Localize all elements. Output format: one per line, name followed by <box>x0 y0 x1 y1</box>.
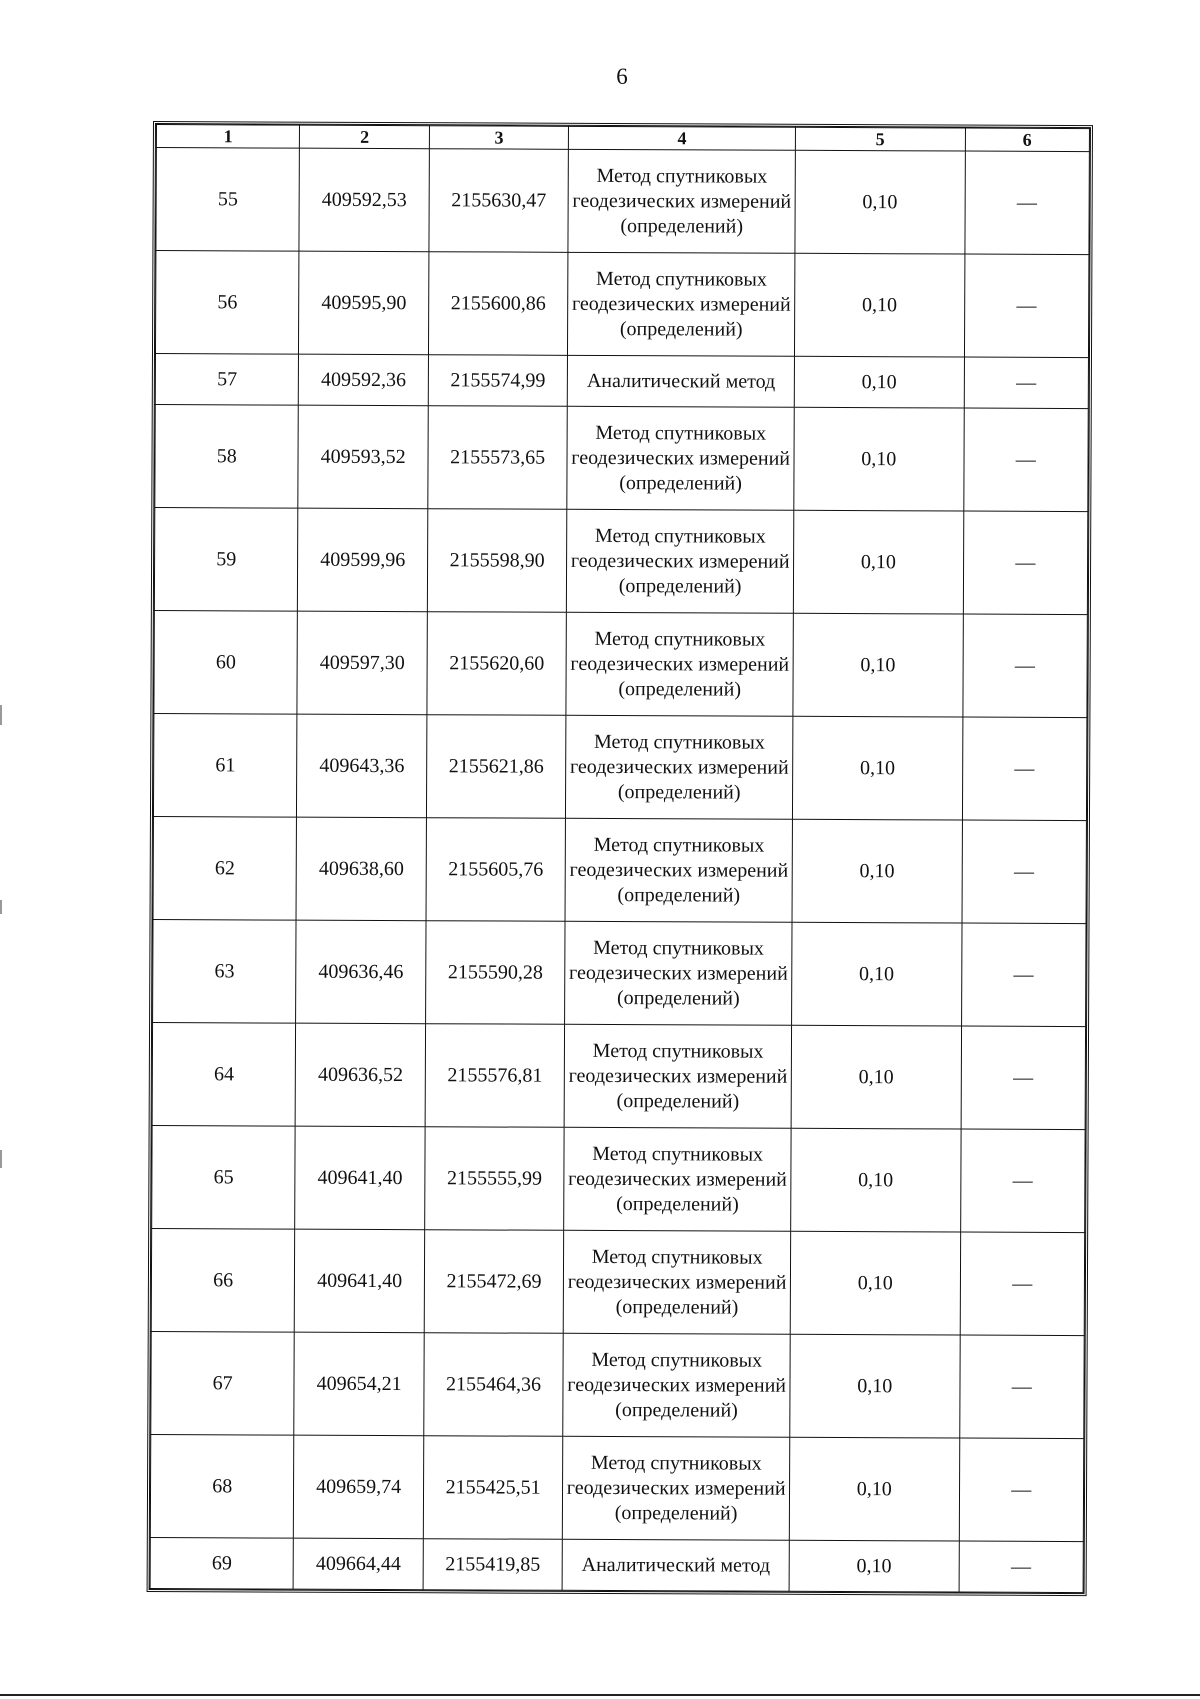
note-cell <box>964 357 1089 409</box>
table-row <box>155 251 1088 358</box>
scan-artifact <box>0 900 2 914</box>
accuracy-cell: 0,10 <box>789 1540 959 1592</box>
method-cell: Метод спутниковых геодезических измерений (определений) <box>566 715 793 819</box>
note-cell <box>964 151 1089 255</box>
table-row <box>154 508 1087 615</box>
accuracy-cell: 0,10 <box>790 1334 960 1438</box>
table-row <box>155 354 1088 409</box>
method-cell: Метод спутниковых геодезических измерений (определений) <box>566 612 793 716</box>
column-header-4: 4 <box>569 126 796 150</box>
dash-mark: — <box>1013 963 1034 986</box>
accuracy-cell: 0,10 <box>794 407 964 511</box>
note-cell <box>960 1232 1085 1336</box>
method-cell: Метод спутниковых геодезических измерений (определений) <box>567 406 794 510</box>
method-cell: Метод спутниковых геодезических измерений (определений) <box>564 1024 791 1128</box>
point-number-cell: 69 <box>150 1538 294 1590</box>
coordinate-y-cell: 2155600,86 <box>428 252 568 356</box>
coordinate-x-cell: 409643,36 <box>297 714 427 818</box>
coordinate-y-cell: 2155555,99 <box>425 1127 565 1231</box>
dash-mark: — <box>1012 1169 1033 1192</box>
coordinate-x-cell: 409595,90 <box>299 251 429 355</box>
coordinate-x-cell: 409654,21 <box>294 1332 424 1436</box>
coordinate-y-cell: 2155472,69 <box>424 1230 564 1334</box>
coordinate-y-cell: 2155621,86 <box>426 715 566 819</box>
coordinate-x-cell: 409638,60 <box>296 817 426 921</box>
coordinate-y-cell: 2155419,85 <box>423 1539 563 1591</box>
dash-mark: — <box>1016 371 1037 394</box>
coordinate-y-cell: 2155605,76 <box>426 818 566 922</box>
method-cell: Аналитический метод <box>568 355 795 407</box>
method-cell: Метод спутниковых геодезических измерений (определений) <box>565 818 792 922</box>
table-row <box>150 1538 1083 1593</box>
point-number-cell: 56 <box>155 251 299 355</box>
dash-mark: — <box>1012 1272 1033 1295</box>
note-cell <box>962 717 1087 821</box>
dash-mark: — <box>1011 1478 1032 1501</box>
table-row <box>151 1229 1084 1336</box>
coordinates-table <box>150 124 1090 1593</box>
scan-artifact <box>0 705 2 725</box>
table-row <box>151 1332 1084 1439</box>
dash-mark: — <box>1016 191 1037 214</box>
coordinate-y-cell: 2155574,99 <box>428 355 568 407</box>
table-row <box>153 817 1086 924</box>
note-cell <box>962 820 1087 924</box>
accuracy-cell: 0,10 <box>794 253 964 357</box>
coordinate-y-cell: 2155573,65 <box>428 406 568 510</box>
coordinate-y-cell: 2155598,90 <box>427 509 567 613</box>
dash-mark: — <box>1011 1375 1032 1398</box>
dash-mark: — <box>1016 294 1037 317</box>
note-cell <box>959 1335 1084 1439</box>
point-number-cell: 58 <box>155 405 299 509</box>
dash-mark: — <box>1014 654 1035 677</box>
table-row <box>154 611 1087 718</box>
method-cell: Метод спутниковых геодезических измерений (определений) <box>565 921 792 1025</box>
coordinate-x-cell: 409641,40 <box>295 1126 425 1230</box>
table-body <box>150 148 1089 1593</box>
accuracy-cell: 0,10 <box>791 1128 961 1232</box>
accuracy-cell: 0,10 <box>790 1231 960 1335</box>
method-cell: Аналитический метод <box>562 1539 789 1591</box>
accuracy-cell: 0,10 <box>789 1437 959 1541</box>
column-header-3: 3 <box>429 126 569 150</box>
accuracy-cell: 0,10 <box>792 716 962 820</box>
note-cell <box>964 254 1089 358</box>
coordinate-y-cell: 2155620,60 <box>427 612 567 716</box>
method-cell: Метод спутниковых геодезических измерений (определений) <box>563 1436 790 1540</box>
table-row <box>156 148 1089 255</box>
point-number-cell: 64 <box>152 1023 296 1127</box>
accuracy-cell: 0,10 <box>791 1025 961 1129</box>
note-cell <box>961 923 1086 1027</box>
point-number-cell: 61 <box>153 714 297 818</box>
point-number-cell: 67 <box>151 1332 295 1436</box>
coordinate-x-cell: 409592,36 <box>299 354 429 406</box>
column-header-5: 5 <box>795 127 965 151</box>
coordinate-x-cell: 409664,44 <box>294 1538 424 1590</box>
accuracy-cell: 0,10 <box>792 922 962 1026</box>
column-header-2: 2 <box>300 125 430 149</box>
dash-mark: — <box>1013 1066 1034 1089</box>
coordinate-y-cell: 2155630,47 <box>429 149 569 253</box>
column-header-6: 6 <box>965 128 1090 152</box>
coordinate-y-cell: 2155576,81 <box>425 1024 565 1128</box>
coordinate-y-cell: 2155425,51 <box>423 1436 563 1540</box>
note-cell <box>959 1541 1084 1593</box>
coordinate-x-cell: 409636,52 <box>296 1023 426 1127</box>
page-number: 6 <box>616 64 628 89</box>
coordinate-y-cell: 2155590,28 <box>425 921 565 1025</box>
table-row <box>153 920 1086 1027</box>
point-number-cell: 60 <box>154 611 298 715</box>
dash-mark: — <box>1015 551 1036 574</box>
note-cell <box>961 1026 1086 1130</box>
method-cell: Метод спутниковых геодезических измерений (определений) <box>564 1127 791 1231</box>
accuracy-cell: 0,10 <box>795 150 965 254</box>
method-cell: Метод спутниковых геодезических измерений (определений) <box>567 509 794 613</box>
coordinate-x-cell: 409592,53 <box>299 148 429 252</box>
table-row <box>150 1435 1083 1542</box>
method-cell: Метод спутниковых геодезических измерений (определений) <box>568 149 795 253</box>
note-cell <box>962 614 1087 718</box>
table-row <box>155 405 1088 512</box>
page-bottom-edge <box>0 1694 1200 1696</box>
method-cell: Метод спутниковых геодезических измерений (определений) <box>564 1230 791 1334</box>
coordinate-y-cell: 2155464,36 <box>424 1333 564 1437</box>
table-row <box>152 1126 1085 1233</box>
coordinates-table-frame <box>147 121 1093 1596</box>
point-number-cell: 55 <box>156 148 300 252</box>
point-number-cell: 66 <box>151 1229 295 1333</box>
dash-mark: — <box>1010 1555 1032 1578</box>
point-number-cell: 63 <box>153 920 297 1024</box>
method-cell: Метод спутниковых геодезических измерений (определений) <box>568 252 795 356</box>
note-cell <box>963 408 1088 512</box>
dash-mark: — <box>1015 448 1036 471</box>
table-row <box>153 714 1086 821</box>
table-row <box>152 1023 1085 1130</box>
coordinate-x-cell: 409599,96 <box>298 508 428 612</box>
note-cell <box>960 1129 1085 1233</box>
dash-mark: — <box>1014 757 1035 780</box>
point-number-cell: 62 <box>153 817 297 921</box>
note-cell <box>963 511 1088 615</box>
coordinate-x-cell: 409636,46 <box>296 920 426 1024</box>
accuracy-cell: 0,10 <box>793 510 963 614</box>
point-number-cell: 65 <box>152 1126 296 1230</box>
accuracy-cell: 0,10 <box>792 819 962 923</box>
point-number-cell: 59 <box>154 508 298 612</box>
coordinate-x-cell: 409597,30 <box>297 611 427 715</box>
method-cell: Метод спутниковых геодезических измерений (определений) <box>563 1333 790 1437</box>
column-header-1: 1 <box>156 125 300 149</box>
point-number-cell: 68 <box>150 1435 294 1539</box>
dash-mark: — <box>1013 860 1035 883</box>
accuracy-cell: 0,10 <box>793 613 963 717</box>
note-cell <box>959 1438 1084 1542</box>
point-number-cell: 57 <box>155 354 299 406</box>
coordinate-x-cell: 409641,40 <box>295 1229 425 1333</box>
coordinate-x-cell: 409659,74 <box>294 1435 424 1539</box>
coordinate-x-cell: 409593,52 <box>298 405 428 509</box>
scan-artifact <box>0 1150 2 1168</box>
accuracy-cell: 0,10 <box>794 356 964 408</box>
